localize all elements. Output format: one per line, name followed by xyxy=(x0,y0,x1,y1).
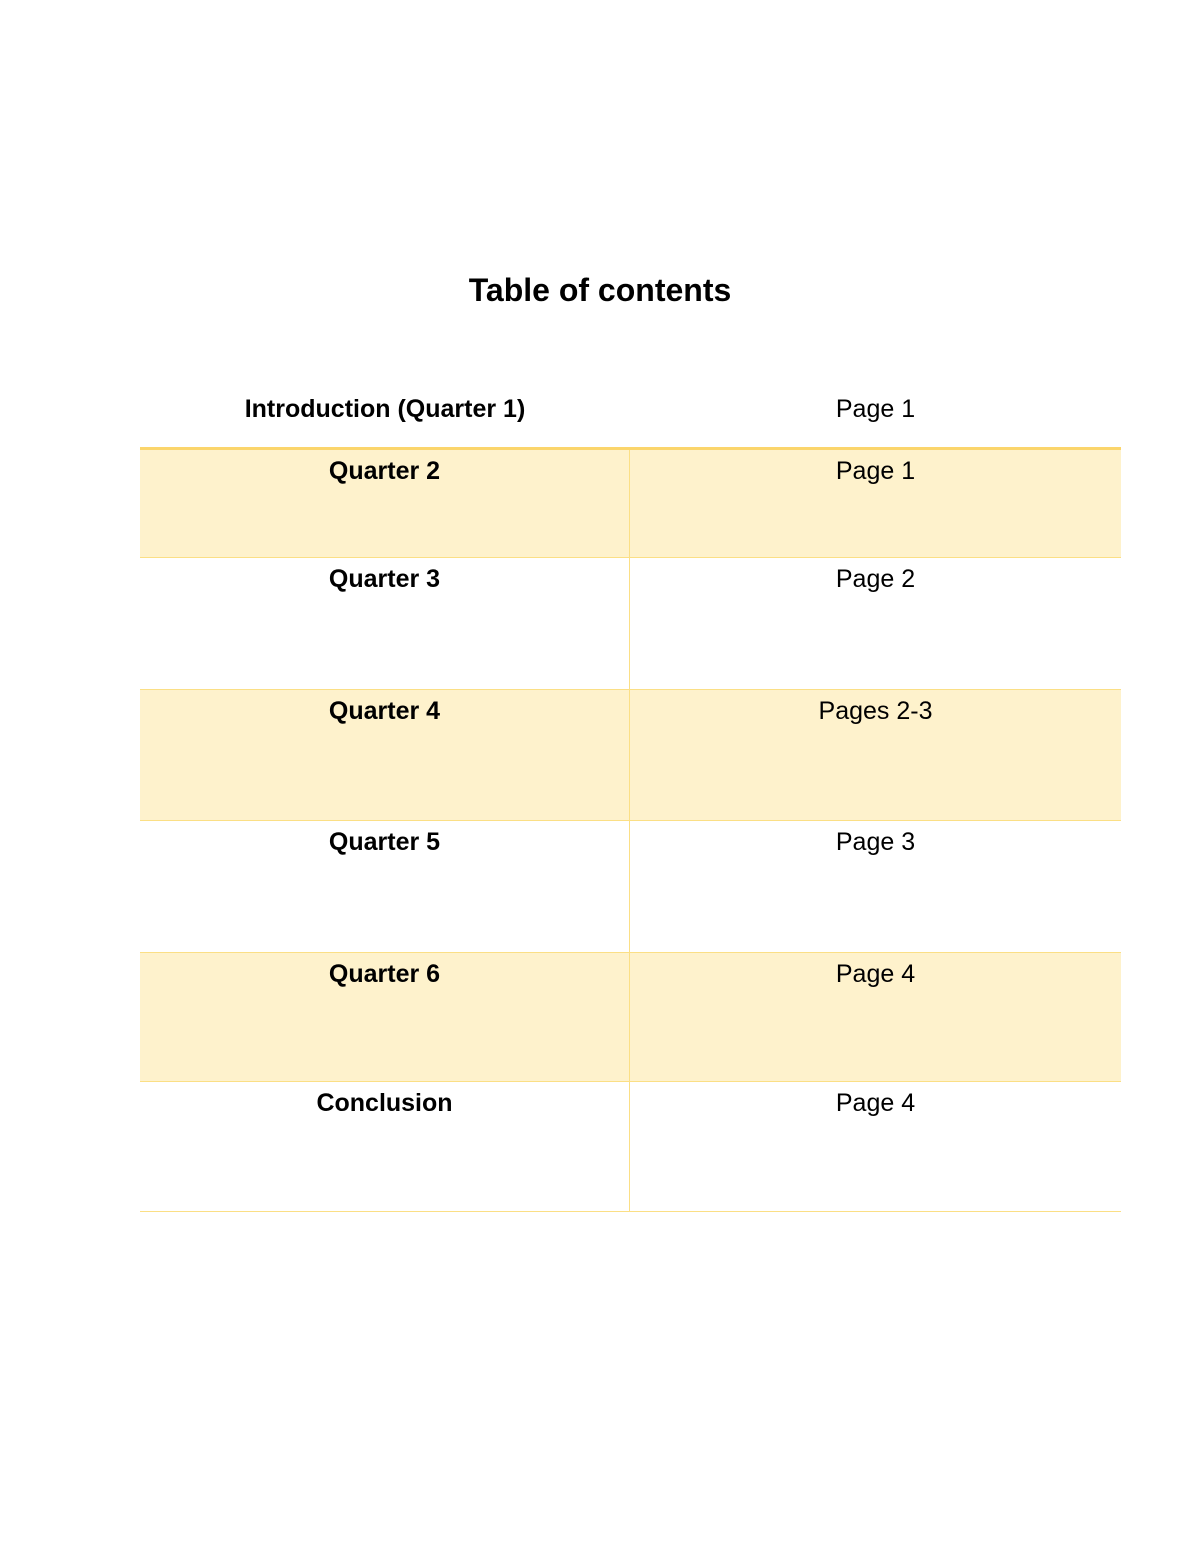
toc-page-cell: Page 2 xyxy=(835,565,916,593)
toc-page-cell: Page 1 xyxy=(835,395,916,423)
toc-table xyxy=(140,388,1121,1212)
toc-page-cell: Page 4 xyxy=(835,1089,916,1117)
toc-row xyxy=(140,690,1121,821)
toc-page-cell: Page 3 xyxy=(835,828,916,856)
toc-page-cell: Page 1 xyxy=(835,457,916,485)
toc-header-row xyxy=(140,388,1121,450)
toc-section-cell: Quarter 5 xyxy=(140,821,630,952)
toc-row xyxy=(140,821,1121,953)
toc-row xyxy=(140,1082,1121,1212)
toc-section-cell: Quarter 6 xyxy=(140,953,630,1081)
toc-section-cell: Introduction (Quarter 1) xyxy=(244,395,526,423)
toc-section-cell: Quarter 3 xyxy=(140,558,630,689)
toc-row xyxy=(140,450,1121,558)
toc-page-cell: Pages 2-3 xyxy=(818,697,933,725)
toc-row xyxy=(140,558,1121,690)
toc-section-cell: Quarter 4 xyxy=(140,690,630,820)
toc-section-cell: Quarter 2 xyxy=(140,450,630,557)
toc-row xyxy=(140,953,1121,1082)
toc-section-cell: Conclusion xyxy=(140,1082,630,1211)
toc-page-cell: Page 4 xyxy=(835,960,916,988)
page-title: Table of contents xyxy=(468,272,732,308)
